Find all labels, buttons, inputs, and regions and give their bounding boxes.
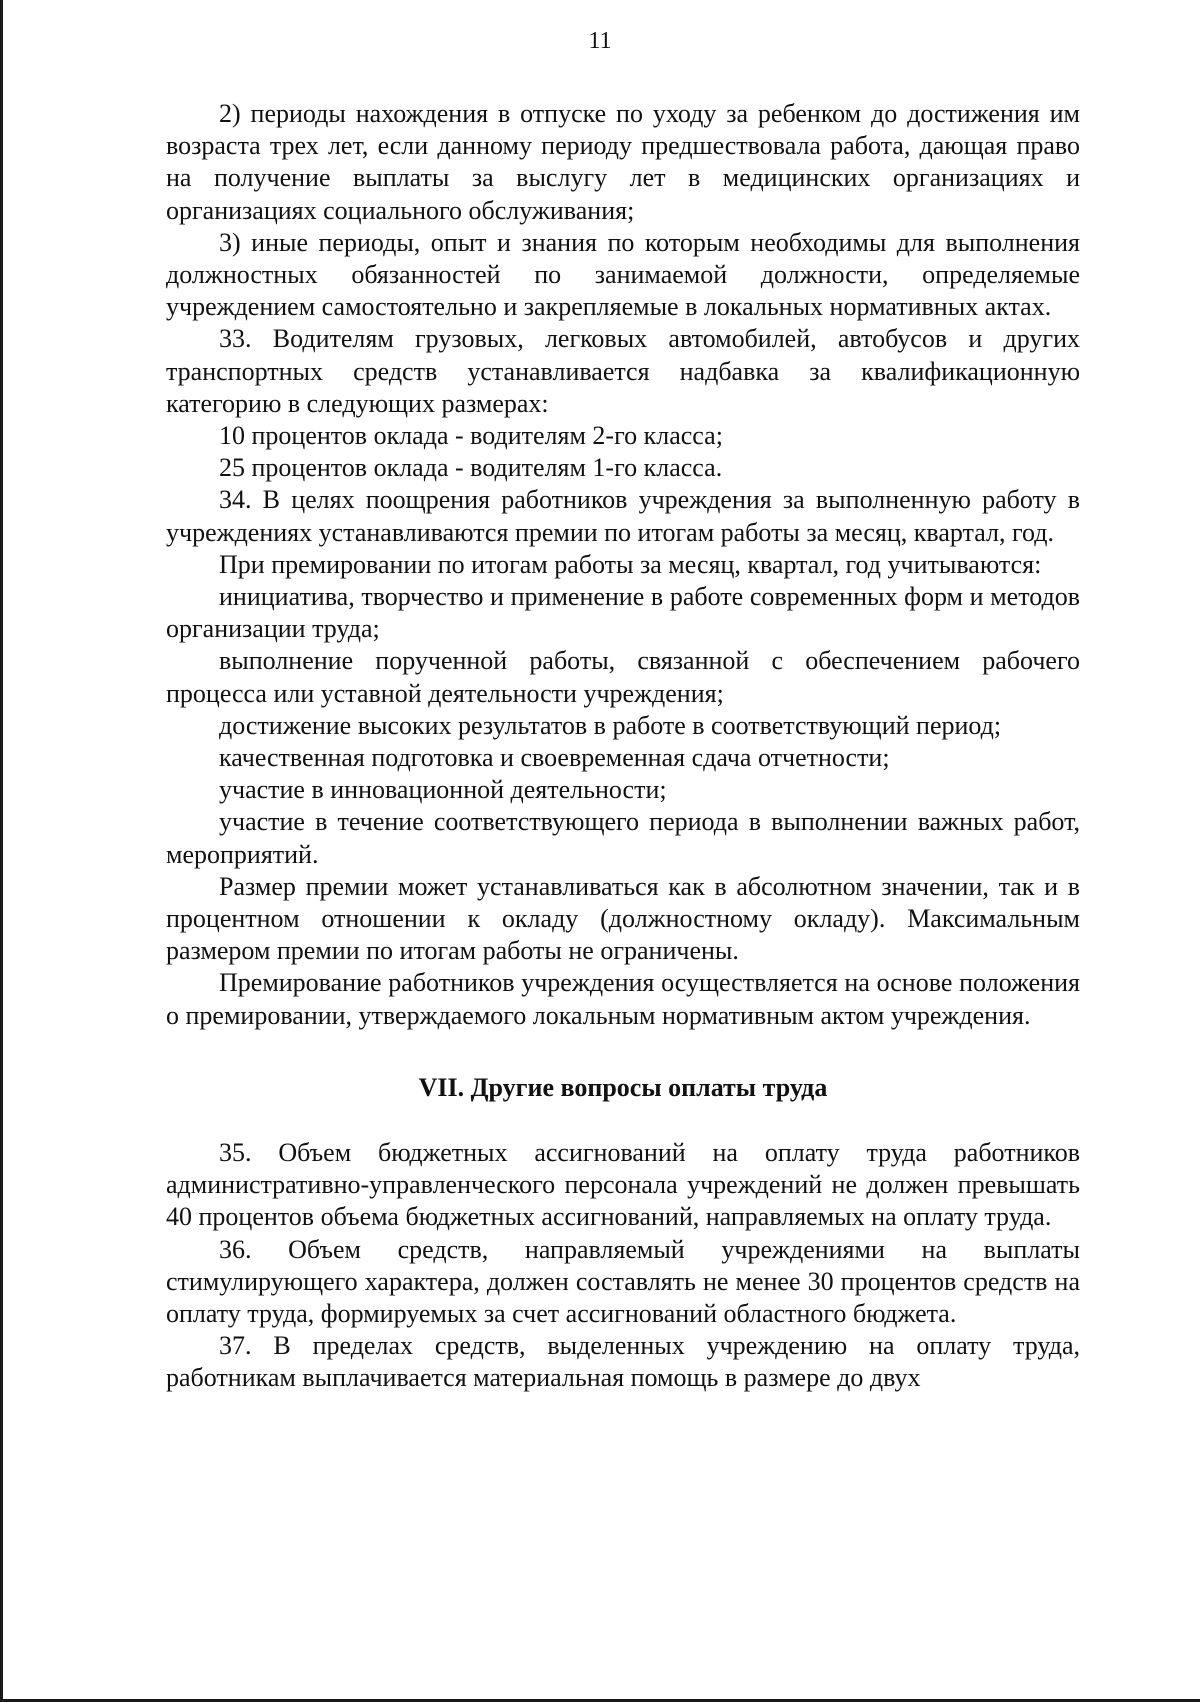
paragraph-item-2-periods: 2) периоды нахождения в отпуске по уходу за ребенком до достижения им возраста трех лет, если данному периоду предшествовала работа, дающая право на получение выплаты за выслугу лет в медицинских организациях и организациях социального обслуживания; [166, 99, 1080, 225]
paragraph-criterion-innovation: участие в инновационной деятельности; [219, 775, 667, 805]
paragraph-criterion-results: достижение высоких результатов в работе в соответствующий период; [219, 710, 1002, 740]
paragraph-item-3-periods: 3) иные периоды, опыт и знания по которым необходимы для выполнения должностных обязанностей по занимаемой должности, определяемые учреждением самостоятельно и закрепляемые в локальных нормативных актах. [166, 227, 1080, 322]
paragraph-clause-33: 33. Водителям грузовых, легковых автомобилей, автобусов и других транспортных средств устанавливается надбавка за квалификационную категорию в следующих размерах: [166, 324, 1080, 418]
paragraph-bonus-criteria-intro: При премировании по итогам работы за месяц, квартал, год учитываются: [219, 549, 1042, 579]
scan-left-edge [0, 0, 3, 1702]
paragraph-class-1-rate: 25 процентов оклада - водителям 1-го класса. [219, 453, 723, 483]
paragraph-clause-34: 34. В целях поощрения работников учреждения за выполненную работу в учреждениях устанавливаются премии по итогам работы за месяц, квартал, год. [166, 485, 1080, 547]
paragraph-criterion-assigned-work: выполнение порученной работы, связанной с обеспечением рабочего процесса или уставной деятельности учреждения; [166, 646, 1080, 708]
paragraph-class-2-rate: 10 процентов оклада - водителям 2-го класса; [219, 421, 723, 451]
section-heading: VII. Другие вопросы оплаты труда [418, 1072, 828, 1102]
paragraph-clause-37: 37. В пределах средств, выделенных учреждению на оплату труда, работникам выплачивается материальная помощь в размере до двух [166, 1331, 1080, 1393]
paragraph-clause-35: 35. Объем бюджетных ассигнований на оплату труда работников административно-управленческого персонала учреждений не должен превышать 40 процентов объема бюджетных ассигнований, направляемых на оплату труда. [166, 1137, 1080, 1232]
paragraph-bonus-regulation: Премирование работников учреждения осуществляется на основе положения о премировании, утверждаемого локальным нормативным актом учреждения. [166, 968, 1080, 1030]
paragraph-bonus-size: Размер премии может устанавливаться как в абсолютном значении, так и в процентном отношении к окладу (должностному окладу). Максимальным размером премии по итогам работы не ограничены. [166, 871, 1080, 966]
page-number: 11 [588, 28, 612, 54]
document-body [166, 98, 1080, 1395]
paragraph-clause-36: 36. Объем средств, направляемый учреждениями на выплаты стимулирующего характера, должен составлять не менее 30 процентов средств на оплату труда, формируемых за счет ассигнований областного бюджета. [166, 1234, 1080, 1328]
paragraph-criterion-important-works: участие в течение соответствующего периода в выполнении важных работ, мероприятий. [166, 807, 1080, 869]
paragraph-criterion-initiative: инициатива, творчество и применение в работе современных форм и методов организации труда; [166, 582, 1080, 644]
paragraph-criterion-reporting: качественная подготовка и своевременная сдача отчетности; [219, 743, 890, 773]
